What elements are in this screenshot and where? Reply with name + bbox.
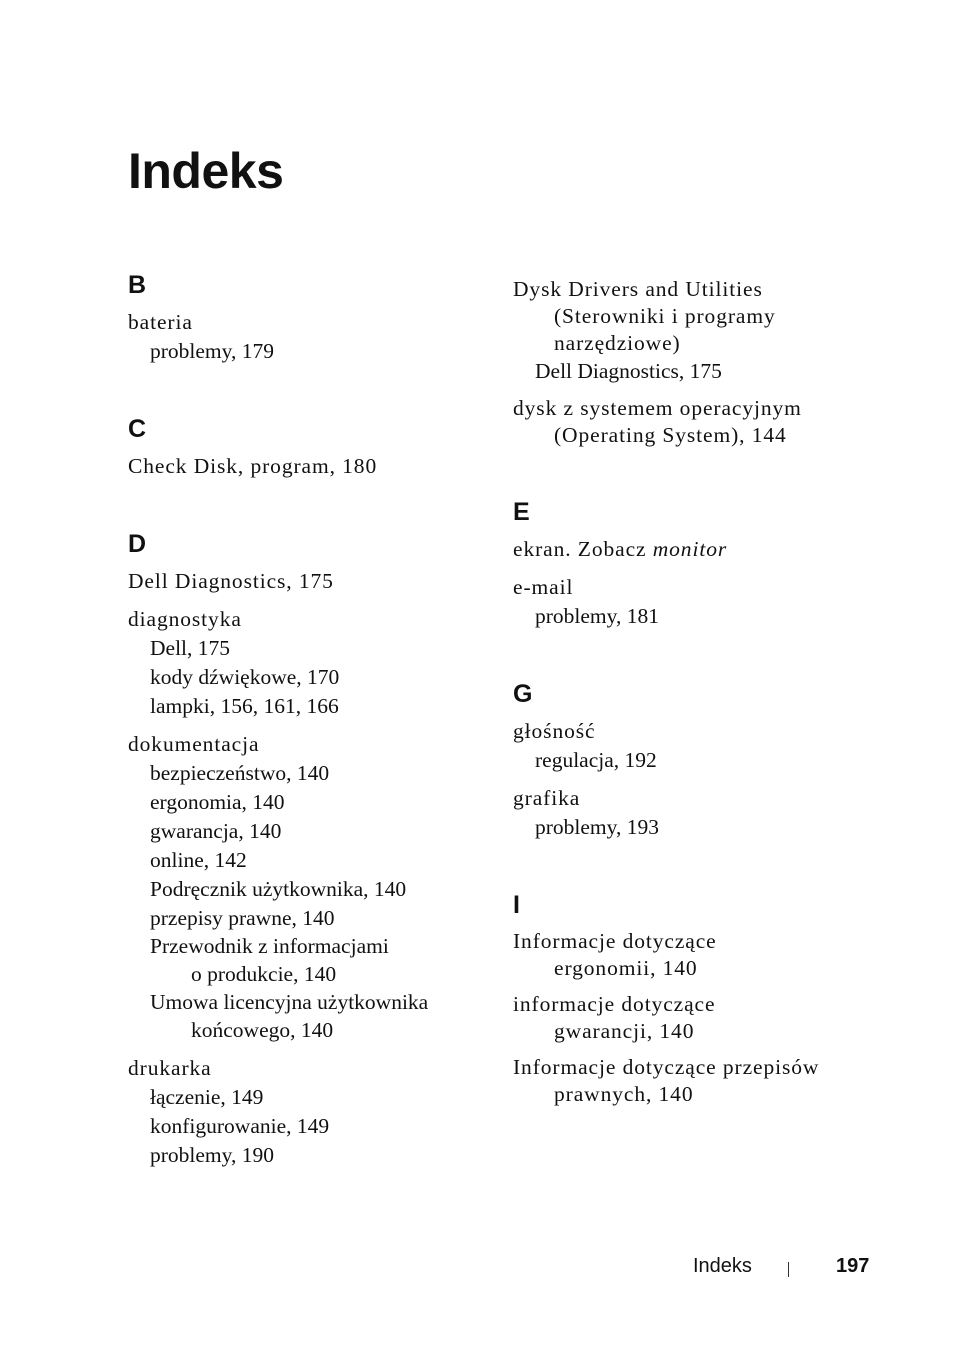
entry-term: dysk z systemem operacyjnym [513,396,802,420]
index-column-left [128,270,468,1218]
index-entry [513,991,893,1045]
entry-subterm: online, 142 [150,848,247,872]
entry-subterm: lampki, 156, 161, 166 [150,694,339,718]
index-entry [513,717,893,775]
entry-subterm: Przewodnik z informacjami [150,934,389,958]
entry-term-text: ekran. Zobacz [513,537,653,561]
section-letter-b: B [128,271,147,299]
entry-term-continuation: ergonomii, 140 [554,956,698,980]
index-entry [513,276,893,386]
entry-subterm: problemy, 193 [535,815,660,839]
footer-divider [788,1262,789,1277]
index-entry [513,1054,893,1108]
entry-subterm: Umowa licencyjna użytkownika [150,990,429,1014]
section-c [128,414,468,481]
cross-reference: monitor [652,537,728,561]
entry-term-continuation: prawnych, 140 [554,1082,694,1106]
index-entry [128,308,468,366]
entry-term: Dysk Drivers and Utilities [513,277,763,301]
entry-term-continuation: narzędziowe) [554,331,681,355]
index-entry [513,573,893,631]
section-letter-c: C [128,415,147,443]
index-entry [128,567,468,596]
entry-subterm: Dell Diagnostics, 175 [535,359,722,383]
entry-subterm: Dell, 175 [150,636,231,660]
section-d-continued [513,276,893,449]
section-g [513,679,893,842]
entry-subterm-continuation: końcowego, 140 [191,1018,334,1042]
entry-subterm: gwarancja, 140 [150,819,282,843]
section-b [128,270,468,366]
entry-subterm-continuation: o produkcie, 140 [191,962,337,986]
section-letter-g: G [513,680,533,708]
entry-term: Informacje dotyczące przepisów [513,1055,820,1079]
index-entry [513,928,893,982]
entry-term: bateria [128,310,193,334]
entry-term: informacje dotyczące [513,992,716,1016]
entry-term-continuation: gwarancji, 140 [554,1019,695,1043]
section-i [513,890,893,1108]
entry-term: e-mail [513,575,574,599]
entry-subterm: łączenie, 149 [150,1085,264,1109]
entry-term: grafika [513,786,581,810]
entry-term [513,535,893,564]
entry-subterm: przepisy prawne, 140 [150,906,335,930]
index-entry [128,605,468,721]
section-letter-e: E [513,498,530,526]
entry-subterm: kody dźwiękowe, 170 [150,665,340,689]
entry-term: Informacje dotyczące [513,929,717,953]
entry-subterm: konfigurowanie, 149 [150,1114,330,1138]
section-letter-d: D [128,530,147,558]
index-entry [128,730,468,1045]
entry-subterm: problemy, 179 [150,339,275,363]
entry-term: Dell Diagnostics, 175 [128,569,334,593]
entry-subterm: regulacja, 192 [535,748,657,772]
entry-term-continuation: (Sterowniki i programy [554,304,776,328]
index-entry [128,1054,468,1170]
footer-section-label: Indeks [693,1255,752,1277]
index-entry [513,535,893,564]
entry-term: Check Disk, program, 180 [128,454,378,478]
index-entry [513,395,893,449]
section-e [513,497,893,631]
entry-subterm: bezpieczeństwo, 140 [150,761,330,785]
entry-term: dokumentacja [128,732,260,756]
page-number: 197 [836,1255,870,1277]
entry-term: drukarka [128,1056,212,1080]
index-entry [513,784,893,842]
entry-term: diagnostyka [128,607,242,631]
entry-term: głośność [513,719,596,743]
section-d [128,529,468,1170]
entry-subterm: problemy, 190 [150,1143,275,1167]
entry-subterm: ergonomia, 140 [150,790,285,814]
index-entry [128,452,468,481]
section-letter-i: I [513,891,520,919]
entry-subterm: Podręcznik użytkownika, 140 [150,877,407,901]
entry-subterm: problemy, 181 [535,604,660,628]
entry-term-continuation: (Operating System), 144 [554,423,787,447]
index-column-right [513,276,893,1156]
page-title: Indeks [128,143,284,199]
